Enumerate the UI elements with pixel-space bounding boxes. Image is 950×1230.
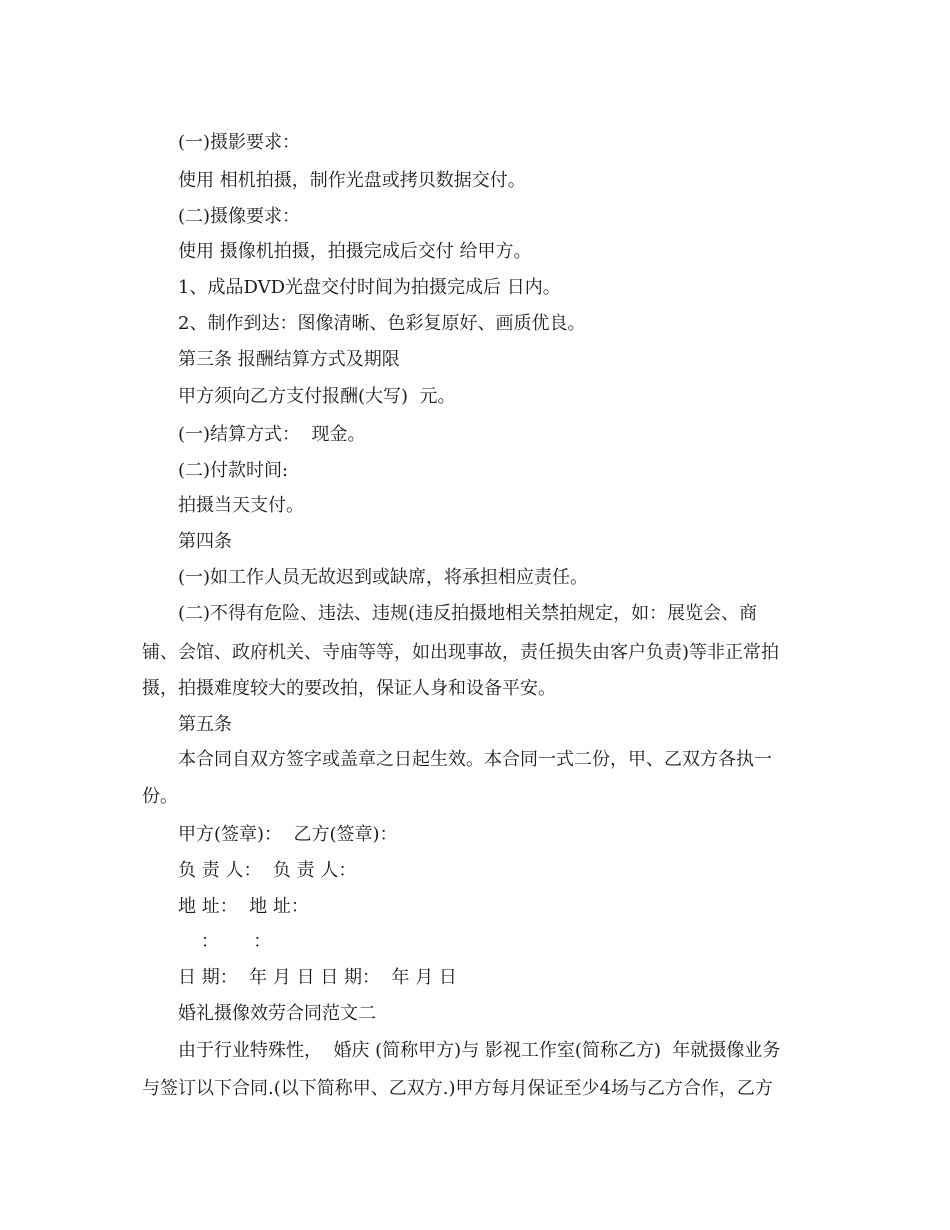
section-heading: 第五条 xyxy=(178,714,232,735)
doc-line: 与签订以下合同.(以下简称甲、乙双方.)甲方每月保证至少4场与乙方合作，乙方 xyxy=(142,1078,773,1099)
doc-line: 由于行业特殊性， 婚庆 (简称甲方)与 影视工作室(简称乙方) 年就摄像业务 xyxy=(178,1040,781,1061)
signature-line: ： ： xyxy=(178,931,272,952)
doc-line: (一)如工作人员无故迟到或缺席，将承担相应责任。 xyxy=(178,567,589,588)
doc-line: 甲方须向乙方支付报酬(大写) 元。 xyxy=(178,386,456,407)
doc-line: 铺、会馆、政府机关、寺庙等等，如出现事故，责任损失由客户负责)等非正常拍 xyxy=(142,642,780,663)
doc-line: 本合同自双方签字或盖章之日起生效。本合同一式二份，甲、乙双方各执一 xyxy=(178,749,772,770)
doc-line: (二)摄像要求： xyxy=(178,206,301,227)
signature-line: 甲方(签章)： 乙方(签章)： xyxy=(178,824,398,845)
doc-line: 摄，拍摄难度较大的要改拍，保证人身和设备平安。 xyxy=(142,678,556,699)
doc-line: (一)结算方式： 现金。 xyxy=(178,424,366,445)
section-heading: 第三条 报酬结算方式及期限 xyxy=(178,349,400,370)
doc-line: 份。 xyxy=(142,786,178,807)
doc-line: (一)摄影要求： xyxy=(178,132,301,153)
doc-line: 使用 相机拍摄，制作光盘或拷贝数据交付。 xyxy=(178,170,526,191)
section-heading: 婚礼摄像效劳合同范文二 xyxy=(178,1003,376,1024)
doc-line: 2、制作到达：图像清晰、色彩复原好、画质优良。 xyxy=(178,313,586,334)
signature-line: 负 责 人： 负 责 人： xyxy=(178,860,357,881)
doc-line: (二)不得有危险、违法、违规(违反拍摄地相关禁拍规定，如：展览会、商 xyxy=(178,603,758,624)
doc-line: (二)付款时间: xyxy=(178,460,289,481)
doc-line: 拍摄当天支付。 xyxy=(178,495,304,516)
doc-line: 1、成品DVD光盘交付时间为拍摄完成后 日内。 xyxy=(178,277,561,298)
doc-line: 使用 摄像机拍摄，拍摄完成后交付 给甲方。 xyxy=(178,241,532,262)
section-heading: 第四条 xyxy=(178,531,232,552)
signature-line: 日 期： 年 月 日 日 期： 年 月 日 xyxy=(178,967,457,988)
signature-line: 地 址： 地 址： xyxy=(178,896,309,917)
